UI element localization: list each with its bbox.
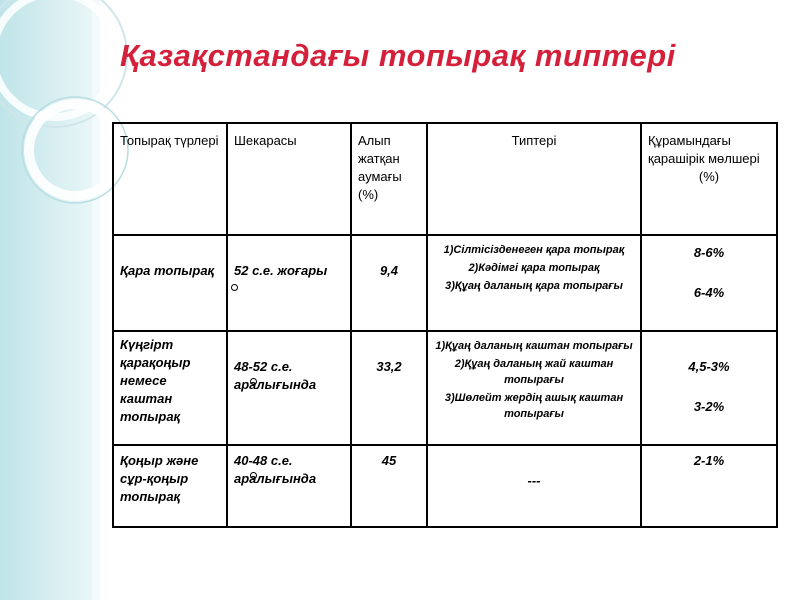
header-humus-label: Құрамындағы қарашірік мөлшері: [648, 133, 760, 166]
row-area: 33,2: [351, 331, 427, 445]
page-title: Қазақстандағы топырақ типтері: [120, 38, 676, 73]
subtype-dash: ---: [527, 473, 541, 488]
row-area: 9,4: [351, 235, 427, 331]
header-types: Типтері: [427, 123, 641, 235]
row-border: [227, 331, 351, 445]
header-area: Алып жатқан аумағы (%): [351, 123, 427, 235]
row-humus: [641, 331, 777, 445]
table-row: [113, 235, 777, 331]
row-border: [227, 445, 351, 527]
left-band-light: [92, 0, 100, 600]
header-humus-unit: (%): [698, 169, 720, 184]
row-soil-type: Күңгірт қарақоңыр немесе каштан топырақ: [113, 331, 227, 445]
subtype-item: 1)Құаң даланың каштан топырағы: [435, 340, 633, 352]
row-soil-type: Қара топырақ: [113, 235, 227, 331]
row-soil-type: Қоңыр және сұр-қоңыр топырақ: [113, 445, 227, 527]
row-humus: [641, 235, 777, 331]
row-humus: [641, 445, 777, 527]
subtype-item: 3)Шөлейт жердің ашық каштан топырағы: [444, 392, 624, 420]
row-border-text: 52 с.е. жоғары: [234, 263, 328, 278]
header-soil-kinds: Топырақ түрлері: [113, 123, 227, 235]
left-band: [0, 0, 92, 600]
subtype-item: 3)Құаң даланың қара топырағы: [445, 280, 623, 292]
humus-value: 2-1%: [693, 453, 725, 468]
subtype-item: 2)Кәдімгі қара топырақ: [468, 262, 600, 274]
row-subtypes: [427, 445, 641, 527]
table-row: [113, 331, 777, 445]
row-area: 45: [351, 445, 427, 527]
row-border-text: 48-52 с.е. аралығында: [234, 359, 317, 392]
table-header-row: [113, 123, 777, 235]
degree-mark-icon: [231, 284, 238, 291]
header-humus: [641, 123, 777, 235]
row-subtypes: [427, 331, 641, 445]
row-border: [227, 235, 351, 331]
row-subtypes: [427, 235, 641, 331]
humus-value: 3-2%: [693, 399, 725, 414]
row-border-text: 40-48 с.е. аралығында: [234, 453, 317, 486]
degree-mark-icon: [250, 472, 257, 479]
subtype-item: 1)Сілтісізденеген қара топырақ: [443, 244, 625, 256]
header-border: Шекарасы: [227, 123, 351, 235]
humus-value: 8-6%: [693, 245, 725, 260]
table-row: [113, 445, 777, 527]
humus-value: 4,5-3%: [688, 359, 730, 374]
humus-value: 6-4%: [693, 285, 725, 300]
soil-types-table: [112, 122, 778, 528]
degree-mark-icon: [250, 378, 257, 385]
subtype-item: 2)Құаң даланың жай каштан топырағы: [454, 358, 614, 386]
